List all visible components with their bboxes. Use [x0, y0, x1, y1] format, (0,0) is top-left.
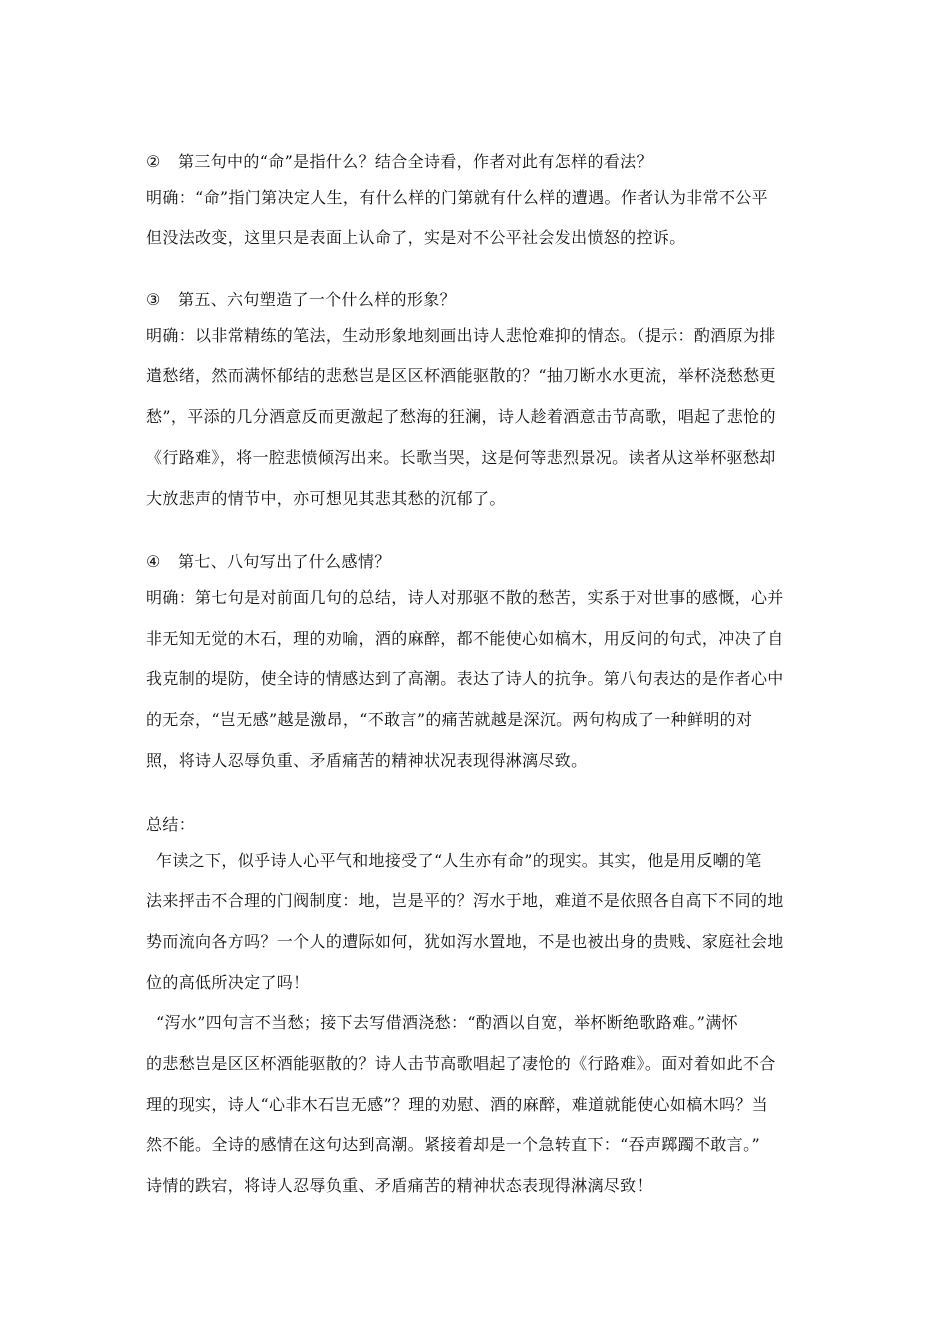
- summary-line: 的悲愁岂是区区杯酒能驱散的？诗人击节高歌唱起了凄怆的《行路难》。面对着如此不合: [146, 1054, 776, 1073]
- answer-line: 《行路难》，将一腔悲愤倾泻出来。长歌当哭，这是何等悲烈景况。读者从这举杯驱愁却: [146, 448, 776, 467]
- answer-line: 大放悲声的情节中，亦可想见其悲其愁的沉郁了。: [146, 489, 506, 508]
- answer-line: 明确：“命”指门第决定人生，有什么样的门第就有什么样的遭遇。作者认为非常不公平: [146, 188, 769, 207]
- answer-line: 明确：以非常精练的笔法，生动形象地刻画出诗人悲怆难抑的情态。（提示：酌酒原为排: [146, 326, 776, 345]
- question-3: [146, 290, 816, 310]
- question-2: [146, 152, 816, 172]
- answer-line: 明确：第七句是对前面几句的总结，诗人对那驱不散的愁苦，实系于对世事的感慨，心并: [146, 588, 784, 607]
- answer-line: 我克制的堤防，使全诗的情感达到了高潮。表达了诗人的抗争。第八句表达的是作者心中: [146, 669, 784, 688]
- answer-line: 照，将诗人忍辱负重、矛盾痛苦的精神状况表现得淋漓尽致。: [146, 751, 588, 770]
- summary-line: 理的现实，诗人“心非木石岂无感”？理的劝慰、酒的麻醉，难道就能使心如槁木吗？当: [146, 1095, 769, 1114]
- question-marker: ③: [146, 290, 161, 309]
- answer-line: 愁”，平添的几分酒意反而更激起了愁海的狂澜，诗人趁着酒意击节高歌，唱起了悲怆的: [146, 407, 776, 426]
- question-text: 第三句中的“命”是指什么？结合全诗看，作者对此有怎样的看法？: [178, 152, 653, 171]
- question-text: 第五、六句塑造了一个什么样的形象？: [178, 290, 456, 309]
- summary-line: 位的高低所决定了吗！: [146, 973, 310, 992]
- summary-line: 势而流向各方吗？一个人的遭际如何，犹如泻水置地，不是也被出身的贵贱、家庭社会地: [146, 932, 784, 951]
- summary-line: 然不能。全诗的感情在这句达到高潮。紧接着却是一个急转直下：“吞声踯躅不敢言。”: [146, 1135, 761, 1154]
- question-marker: ④: [146, 552, 161, 571]
- answer-line: 的无奈，“岂无感”越是激昂，“不敢言”的痛苦就越是深沉。两句构成了一种鲜明的对: [146, 710, 753, 729]
- question-marker: ②: [146, 152, 161, 171]
- summary-line: “泻水”四句言不当愁；接下去写借酒浇愁：“酌酒以自宽，举杯断绝歌路难。”满怀: [156, 1013, 739, 1032]
- summary-heading: 总结：: [146, 815, 196, 834]
- summary-line: 乍读之下，似乎诗人心平气和地接受了“人生亦有命”的现实。其实，他是用反嘲的笔: [156, 851, 762, 870]
- question-4: [146, 552, 816, 572]
- answer-line: 但没法改变，这里只是表面上认命了，实是对不公平社会发出愤怒的控诉。: [146, 228, 686, 247]
- answer-line: 遣愁绪，然而满怀郁结的悲愁岂是区区杯酒能驱散的？“抽刀断水水更流，举杯浇愁愁更: [146, 366, 776, 385]
- answer-line: 非无知无觉的木石，理的劝喻，酒的麻醉，都不能使心如槁木，用反问的句式，冲决了自: [146, 629, 784, 648]
- summary-line: 诗情的跌宕，将诗人忍辱负重、矛盾痛苦的精神状态表现得淋漓尽致！: [146, 1176, 653, 1195]
- question-text: 第七、八句写出了什么感情？: [178, 552, 391, 571]
- summary-line: 法来抨击不合理的门阀制度：地，岂是平的？泻水于地，难道不是依照各自高下不同的地: [146, 891, 784, 910]
